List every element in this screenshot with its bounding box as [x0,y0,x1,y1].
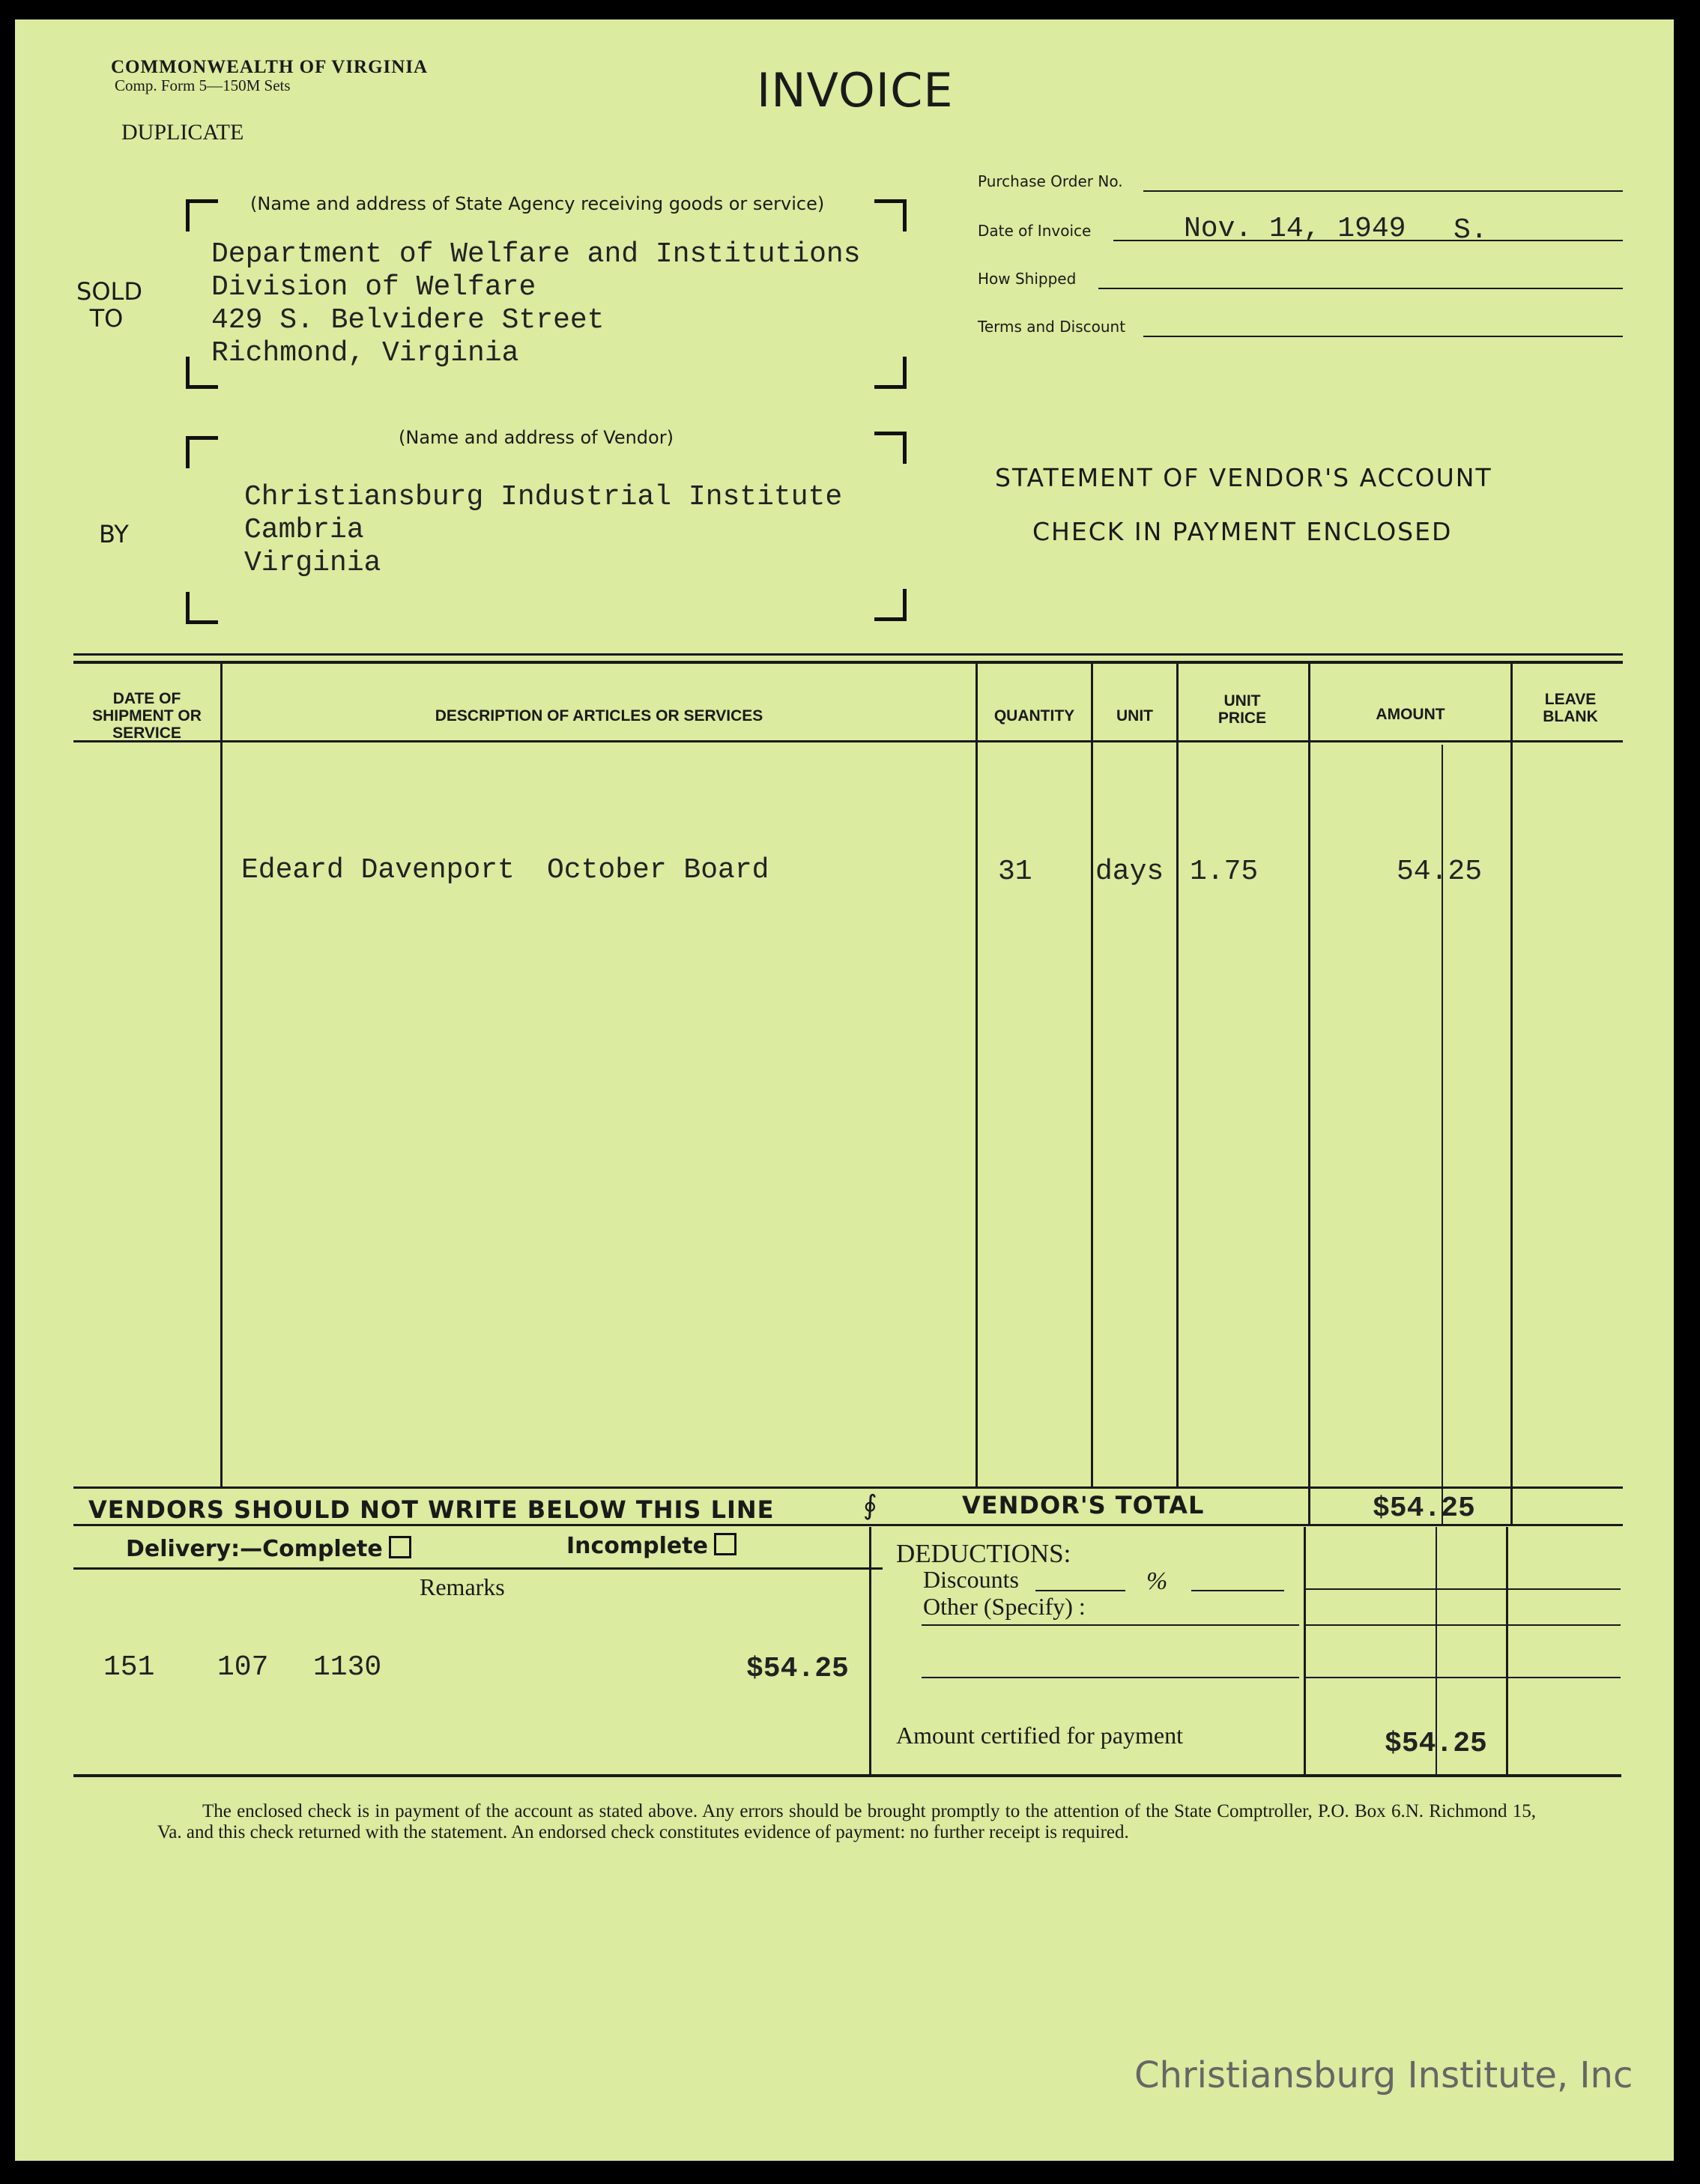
sold-label: SOLD [76,277,142,306]
row-unit: days [1095,856,1164,888]
statement-line-2: CHECK IN PAYMENT ENCLOSED [1032,517,1453,546]
vendor-line-1: Christiansburg Industrial Institute [244,481,843,513]
incomplete-checkbox[interactable] [714,1533,736,1555]
remarks-code-2: 107 [217,1651,269,1684]
to-label: TO [89,304,124,333]
deductions-label: DEDUCTIONS: [896,1539,1071,1568]
form-number: Comp. Form 5—150M Sets [115,76,291,94]
deduction-amount-line-1 [1306,1588,1621,1590]
header-bottom-rule [73,740,1623,742]
delivery-incomplete-label: Incomplete [566,1533,708,1559]
notice-mark: ∮ [863,1490,877,1520]
discounts-line [1035,1590,1125,1591]
col-divider-unit-price [1308,664,1310,1525]
vendor-total-label: VENDOR'S TOTAL [962,1491,1205,1519]
delivery-complete [126,1536,411,1562]
bracket-bottom-left [186,592,218,624]
vendor-line-2: Cambria [244,514,364,546]
discounts-label: Discounts [923,1566,1019,1593]
terms-line [1143,336,1623,337]
certified-value: $54.25 [1385,1728,1487,1760]
vendor-caption: (Name and address of Vendor) [399,427,674,448]
date-label: Date of Invoice [978,222,1092,240]
deduction-amount-line-2 [1306,1624,1621,1626]
col-divider-amount [1510,664,1513,1525]
bracket-top-right [874,199,907,232]
bracket-bottom-right [874,589,907,621]
purchase-order-label: Purchase Order No. [978,172,1123,190]
sold-to-line-2: Division of Welfare [211,271,536,303]
header-unit-price: UNIT PRICE [1217,692,1267,727]
remarks-amount: $54.25 [746,1653,849,1685]
terms-label: Terms and Discount [978,318,1126,336]
certified-label: Amount certified for payment [896,1722,1183,1749]
col-divider-unit [1176,664,1179,1488]
row-name: Edeard Davenport [241,854,515,886]
remarks-code-3: 1130 [313,1651,382,1684]
remarks-label: Remarks [420,1573,505,1600]
invoice-date: Nov. 14, 1949 [1184,213,1406,245]
table-bottom-rule [73,1486,1623,1489]
how-shipped-label: How Shipped [978,270,1077,288]
delivery-bottom-rule [73,1567,883,1570]
how-shipped-line [1098,288,1623,289]
deductions-left-divider [869,1527,871,1774]
col-divider-date [220,664,223,1488]
deductions-bottom-rule [73,1774,1621,1777]
deductions-amount-divider [1304,1527,1306,1774]
bracket-top-right [874,432,907,464]
invoice-title: INVOICE [757,63,954,118]
table-top-rule-2 [73,661,1623,664]
copy-label: DUPLICATE [121,120,244,145]
statement-line-1: STATEMENT OF VENDOR'S ACCOUNT [995,463,1492,492]
deductions-blank-divider [1506,1527,1508,1774]
header-amount: AMOUNT [1376,706,1445,723]
vendor-notice: VENDORS SHOULD NOT WRITE BELOW THIS LINE [88,1495,775,1524]
row-amount: 54.25 [1397,856,1483,888]
fine-print: The enclosed check is in payment of the account as stated above. Any errors should be brought promptly to the attention of the State Comptroller, P.O. Box 6.N. Richmond 15, Va. and this check returned with the statement. An endorsed check constitutes evidence of payment: no further receipt is required. [157,1801,1536,1842]
other-line-2 [922,1677,1299,1678]
other-label: Other (Specify) : [923,1593,1086,1620]
bracket-top-left [186,199,218,232]
row-description: October Board [547,854,769,886]
bracket-bottom-right [874,357,907,389]
col-divider-description [975,664,978,1488]
sold-to-line-4: Richmond, Virginia [211,337,519,369]
deduction-amount-line-3 [1306,1677,1621,1678]
vendor-total-value: $54.25 [1373,1492,1475,1525]
header-date: DATE OF SHIPMENT OR SERVICE [92,690,202,742]
delivery-incomplete [566,1533,736,1559]
sold-to-line-1: Department of Welfare and Institutions [211,238,861,270]
by-label: BY [99,520,129,548]
purchase-order-line [1143,190,1623,192]
header-unit: UNIT [1116,707,1153,725]
vendor-line-3: Virginia [244,547,381,579]
date-suffix: S. [1454,214,1488,246]
delivery-complete-label: Delivery:—Complete [126,1536,383,1562]
sold-to-caption: (Name and address of State Agency receiving goods or service) [250,193,825,214]
header-leave-blank: LEAVE BLANK [1543,691,1598,725]
sold-to-line-3: 429 S. Belvidere Street [211,304,605,336]
percent-sign: % [1146,1567,1168,1595]
watermark: Christiansburg Institute, Inc [1134,2054,1633,2096]
row-unit-price: 1.75 [1190,856,1259,888]
col-divider-quantity [1091,664,1093,1488]
bracket-top-left [186,436,218,468]
state-heading: COMMONWEALTH OF VIRGINIA [111,57,429,77]
remarks-code-1: 151 [103,1651,155,1684]
row-quantity: 31 [998,856,1032,888]
percent-line [1191,1590,1284,1591]
header-quantity: QUANTITY [993,707,1075,725]
other-line-1 [922,1624,1299,1626]
invoice-sheet [15,19,1674,2161]
header-description: DESCRIPTION OF ARTICLES OR SERVICES [435,707,763,725]
table-top-rule [73,653,1623,656]
complete-checkbox[interactable] [389,1536,411,1558]
